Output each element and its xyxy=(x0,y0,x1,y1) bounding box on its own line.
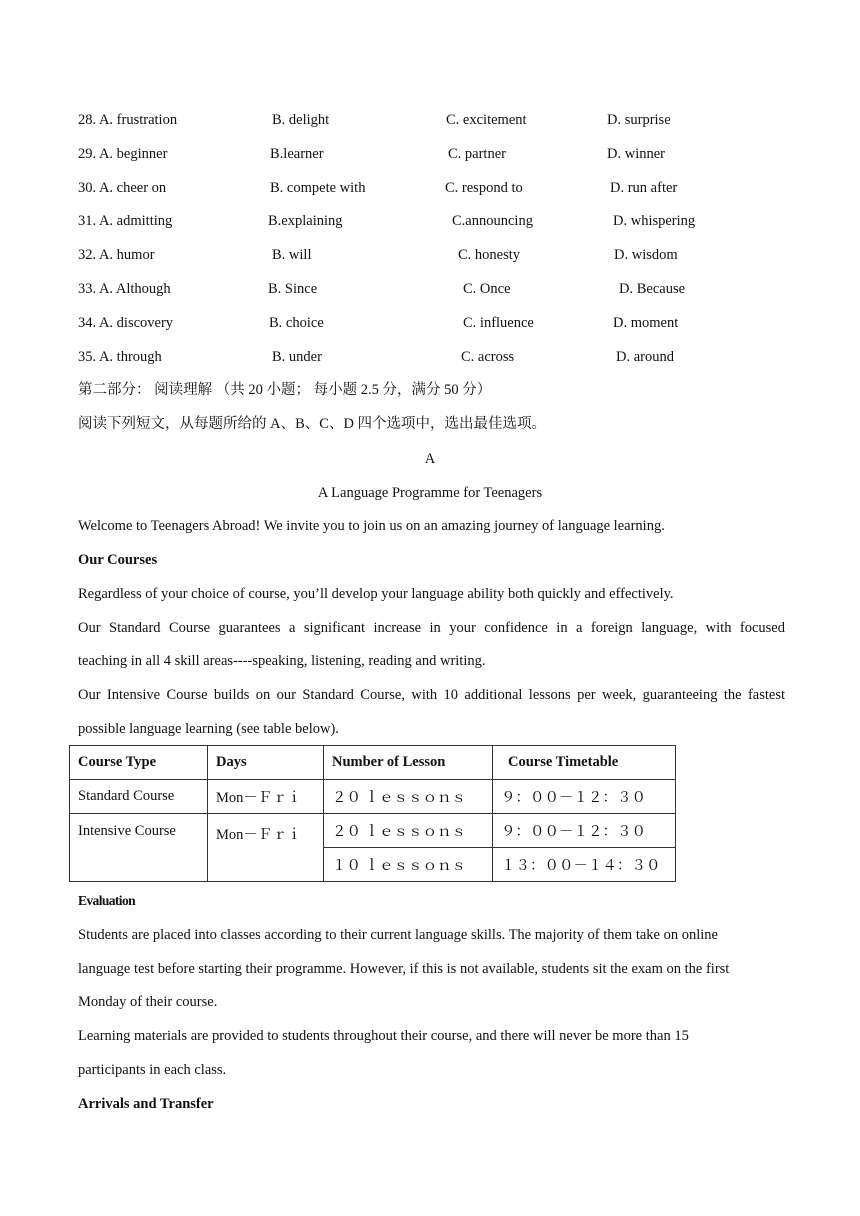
option-c: C. influence xyxy=(463,315,534,331)
option-row-31 xyxy=(0,211,860,231)
paragraph-intensive-line2: possible language learning (see table below). xyxy=(78,721,339,737)
cell-lessons: ２０ ｌｅｓｓｏｎｓ xyxy=(324,780,493,814)
option-a: 28. A. frustration xyxy=(78,112,178,128)
arrivals-heading: Arrivals and Transfer xyxy=(78,1096,214,1112)
option-row-33 xyxy=(0,279,860,299)
passage-letter: A xyxy=(424,451,436,467)
option-a: 29. A. beginner xyxy=(78,146,168,162)
cell-lessons: ２０ ｌｅｓｓｏｎｓ xyxy=(324,814,493,848)
cell-course-type: Intensive Course xyxy=(70,814,208,882)
paragraph-standard-line1: Our Standard Course guarantees a significant increase in your confidence in a foreign language, with focused xyxy=(78,620,785,636)
cell-timetable: ９：００－１２：３０ xyxy=(493,814,676,848)
option-d: D. wisdom xyxy=(614,247,678,263)
option-c: C. Once xyxy=(463,281,511,297)
table-row xyxy=(70,780,676,814)
option-a: 32. A. humor xyxy=(78,247,155,263)
paragraph-materials-line1: Learning materials are provided to students throughout their course, and there will never be more than 15 xyxy=(78,1028,689,1044)
option-a: 33. A. Although xyxy=(78,281,171,297)
option-c: C. partner xyxy=(448,146,506,162)
option-d: D. whispering xyxy=(613,213,696,229)
section-header: 第二部分： 阅读理解 （共 20 小题； 每小题 2.5 分，满分 50 分） xyxy=(78,382,492,398)
header-number-of-lesson: Number of Lesson xyxy=(324,746,493,780)
evaluation-heading: Evaluation xyxy=(78,893,136,908)
option-d: D. Because xyxy=(619,281,686,297)
paragraph-evaluation-line3: Monday of their course. xyxy=(78,994,218,1010)
course-table xyxy=(69,745,676,882)
option-b: B. under xyxy=(272,349,322,365)
paragraph-evaluation-line1: Students are placed into classes according to their current language skills. The majority of them take on online xyxy=(78,927,718,943)
table-row xyxy=(70,814,676,848)
option-row-29 xyxy=(0,144,860,164)
option-row-35 xyxy=(0,347,860,367)
section-instruction: 阅读下列短文，从每题所给的 A、B、C、D 四个选项中，选出最佳选项。 xyxy=(78,416,547,432)
option-c: C. across xyxy=(461,349,515,365)
table-header-row xyxy=(70,746,676,780)
header-course-type: Course Type xyxy=(70,746,208,780)
option-b: B. compete with xyxy=(270,180,366,196)
paragraph-standard-line2: teaching in all 4 skill areas----speaking, listening, reading and writing. xyxy=(78,653,486,669)
cell-days: Mon－Ｆｒｉ xyxy=(208,780,324,814)
option-b: B. will xyxy=(272,247,312,263)
cell-lessons: １０ ｌｅｓｓｏｎｓ xyxy=(324,848,493,882)
cell-days: Mon－Ｆｒｉ xyxy=(208,814,324,882)
option-row-32 xyxy=(0,245,860,265)
option-d: D. run after xyxy=(610,180,678,196)
option-row-30 xyxy=(0,178,860,198)
option-a: 30. A. cheer on xyxy=(78,180,167,196)
option-d: D. moment xyxy=(613,315,679,331)
option-d: D. around xyxy=(616,349,674,365)
header-course-timetable: Course Timetable xyxy=(493,746,676,780)
option-b: B.learner xyxy=(270,146,324,162)
option-b: B. Since xyxy=(268,281,318,297)
option-a: 35. A. through xyxy=(78,349,162,365)
option-a: 31. A. admitting xyxy=(78,213,173,229)
option-a: 34. A. discovery xyxy=(78,315,174,331)
passage-title: A Language Programme for Teenagers xyxy=(317,485,543,501)
option-row-28 xyxy=(0,110,860,130)
option-d: D. surprise xyxy=(607,112,671,128)
cell-timetable: ９：００－１２：３０ xyxy=(493,780,676,814)
cell-course-type: Standard Course xyxy=(70,780,208,814)
option-c: C. respond to xyxy=(445,180,523,196)
header-days: Days xyxy=(208,746,324,780)
welcome-text: Welcome to Teenagers Abroad! We invite you to join us on an amazing journey of language learning. xyxy=(78,518,665,534)
option-c: C.announcing xyxy=(452,213,533,229)
paragraph-materials-line2: participants in each class. xyxy=(78,1062,227,1078)
paragraph-evaluation-line2: language test before starting their programme. However, if this is not available, students sit the exam on the first xyxy=(78,961,730,977)
courses-heading: Our Courses xyxy=(78,552,158,568)
option-c: C. excitement xyxy=(446,112,527,128)
cell-timetable: １３：００－１４：３０ xyxy=(493,848,676,882)
option-b: B.explaining xyxy=(268,213,343,229)
option-row-34 xyxy=(0,313,860,333)
option-d: D. winner xyxy=(607,146,665,162)
option-c: C. honesty xyxy=(458,247,521,263)
paragraph-regardless: Regardless of your choice of course, you’ll develop your language ability both quickly and effectively. xyxy=(78,586,674,602)
option-b: B. choice xyxy=(269,315,324,331)
option-b: B. delight xyxy=(272,112,330,128)
paragraph-intensive-line1: Our Intensive Course builds on our Standard Course, with 10 additional lessons per week, guaranteeing the fastest xyxy=(78,687,785,703)
